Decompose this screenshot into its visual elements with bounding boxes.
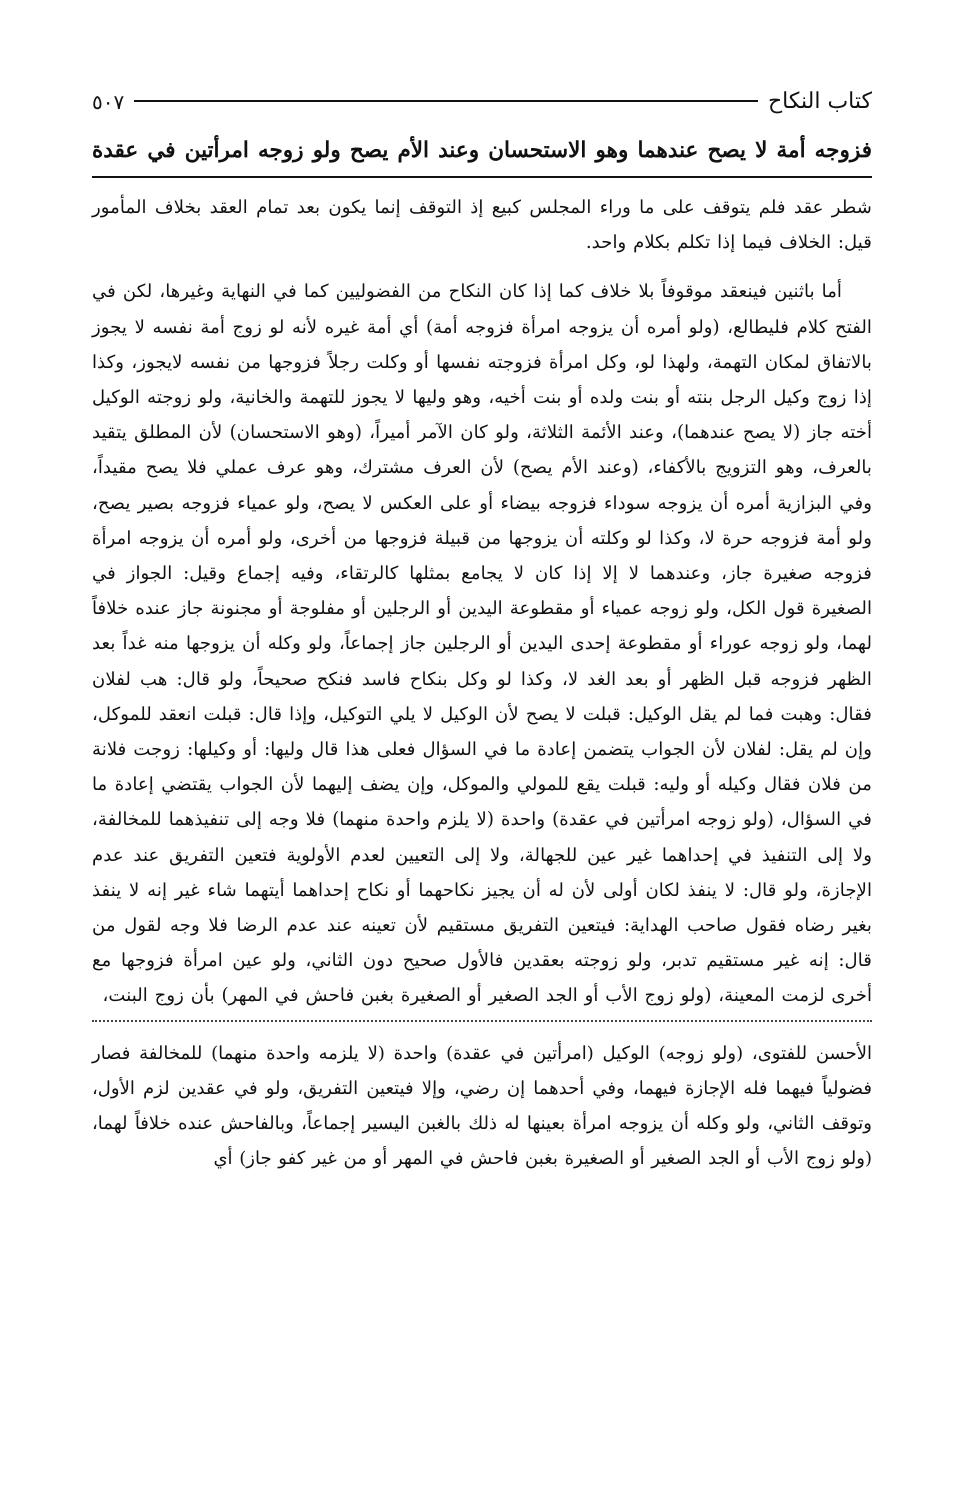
commentary-body bbox=[92, 274, 872, 1013]
book-page bbox=[92, 70, 872, 1176]
running-header bbox=[92, 70, 872, 114]
chapter-title: كتاب النكاح bbox=[767, 89, 872, 114]
dotted-separator bbox=[92, 1020, 872, 1022]
page-number: ٥٠٧ bbox=[92, 90, 125, 114]
matn-divider bbox=[92, 176, 872, 178]
header-rule bbox=[134, 100, 758, 102]
commentary-continuation bbox=[92, 190, 872, 260]
prev-paragraph: شطر عقد فلم يتوقف على ما وراء المجلس كبيع إذ التوقف إنما يكون بعد تمام العقد بخلاف المأمور قيل: الخلاف فيما إذا تكلم بكلام واحد. bbox=[92, 197, 872, 254]
hashiya-paragraph: الأحسن للفتوى، (ولو زوجه) الوكيل (امرأتين في عقدة) واحدة (لا يلزمه واحدة منهما) للمخالفة فصار فضولياً فيهما فله الإجازة فيهما، وفي أحدهما إن رضي، وإلا فيتعين التفريق، ولو في عقدين لزم الأول، وتوقف الثاني، ولو وكله أن يزوجه امرأة بعينها له ذلك بالغبن اليسير إجماعاً، وبالفاحش عنده خلافاً لهما، (ولو زوج الأب أو الجد الصغير أو الصغيرة بغبن فاحش في المهر أو من غير كفو جاز) أي bbox=[92, 1042, 872, 1169]
sharh-paragraph: أما باثنين فينعقد موقوفاً بلا خلاف كما إذا كان النكاح من الفضوليين كما في النهاية وغيرها، لكن في الفتح كلام فليطالع، (ولو أمره أن يزوجه امرأة فزوجه أمة) أي أمة غيره لأنه لو زوج أمة نفسه لا يجوز بالاتفاق لمكان التهمة، ولهذا لو، وكل امرأة فزوجته نفسها أو وكلت رجلاً فزوجها من نفسه لايجوز، وكذا إذا زوج وكيل الرجل بنته أو بنت ولده أو بنت أخيه، وهو وليها لا يجوز للتهمة والخانية، ولو زوجته الوكيل أخته جاز (لا يصح عندهما)، وعند الأئمة الثلاثة، ولو كان الآمر أميراً، (وهو الاستحسان) لأن المطلق يتقيد بالعرف، وهو التزويج بالأكفاء، (وعند الأم يصح) لأن العرف مشترك، وهو عرف عملي فلا يصح مقيداً، وفي البزازية أمره أن يزوجه سوداء فزوجه بيضاء أو على العكس لا يصح، ولو عمياء فزوجه بصير يصح، ولو أمة فزوجه حرة لا، وكذا لو وكلته أن يزوجها من قبيلة فزوجها من أخرى، ولو أمره أن يزوجه امرأة فزوجه صغيرة جاز، وعندهما لا إلا إذا كان لا يجامع بمثلها كالرتقاء، وفيه إجماع وقيل: الجواز في الصغيرة قول الكل، ولو زوجه عمياء أو مقطوعة اليدين أو الرجلين أو مفلوجة أو مجنونة جاز عنده خلافاً لهما، ولو زوجه عوراء أو مقطوعة إحدى اليدين أو الرجلين جاز إجماعاً، ولو وكله أن يزوجها منه غداً بعد الظهر فزوجه قبل الظهر أو بعد الغد لا، وكذا لو وكل بنكاح فاسد فنكح صحيحاً، ولو قال: هب لفلان فقال: وهبت فما لم يقل الوكيل: قبلت لا يصح لأن الوكيل لا يلي التوكيل، وإذا قال: قبلت انعقد للموكل، وإن لم يقل: لفلان لأن الجواب يتضمن إعادة ما في السؤال فعلى هذا قال وليها: أو وكيلها: زوجت فلانة من فلان فقال وكيله أو وليه: قبلت يقع للمولي والموكل، وإن يضف إليهما لأن الجواب يقتضي إعادة ما في السؤال، (ولو زوجه امرأتين في عقدة) واحدة (لا يلزم واحدة منهما) فلا وجه إلى تنفيذهما للمخالفة، ولا إلى التنفيذ في إحداهما غير عين للجهالة، ولا إلى التعيين لعدم الأولوية فتعين التفريق عند عدم الإجازة، ولو قال: لا ينفذ لكان أولى لأن له أن يجيز نكاحهما أو نكاح إحداهما أيتهما شاء غير إنه لا ينفذ بغير رضاه فقول صاحب الهداية: فيتعين التفريق مستقيم لأن تعينه عند عدم الرضا فلا وجه لقول من قال: إنه غير مستقيم تدبر، ولو زوجته بعقدين فالأول صحيح دون الثاني، ولو عين امرأة فزوجها مع أخرى لزمت المعينة، (ولو زوج الأب أو الجد الصغير أو الصغيرة بغبن فاحش في المهر) بأن زوج البنت، bbox=[92, 281, 873, 1007]
footnote-commentary bbox=[92, 1036, 872, 1176]
matn-text: فزوجه أمة لا يصح عندهما وهو الاستحسان وعند الأم يصح ولو زوجه امرأتين في عقدة bbox=[92, 138, 872, 163]
